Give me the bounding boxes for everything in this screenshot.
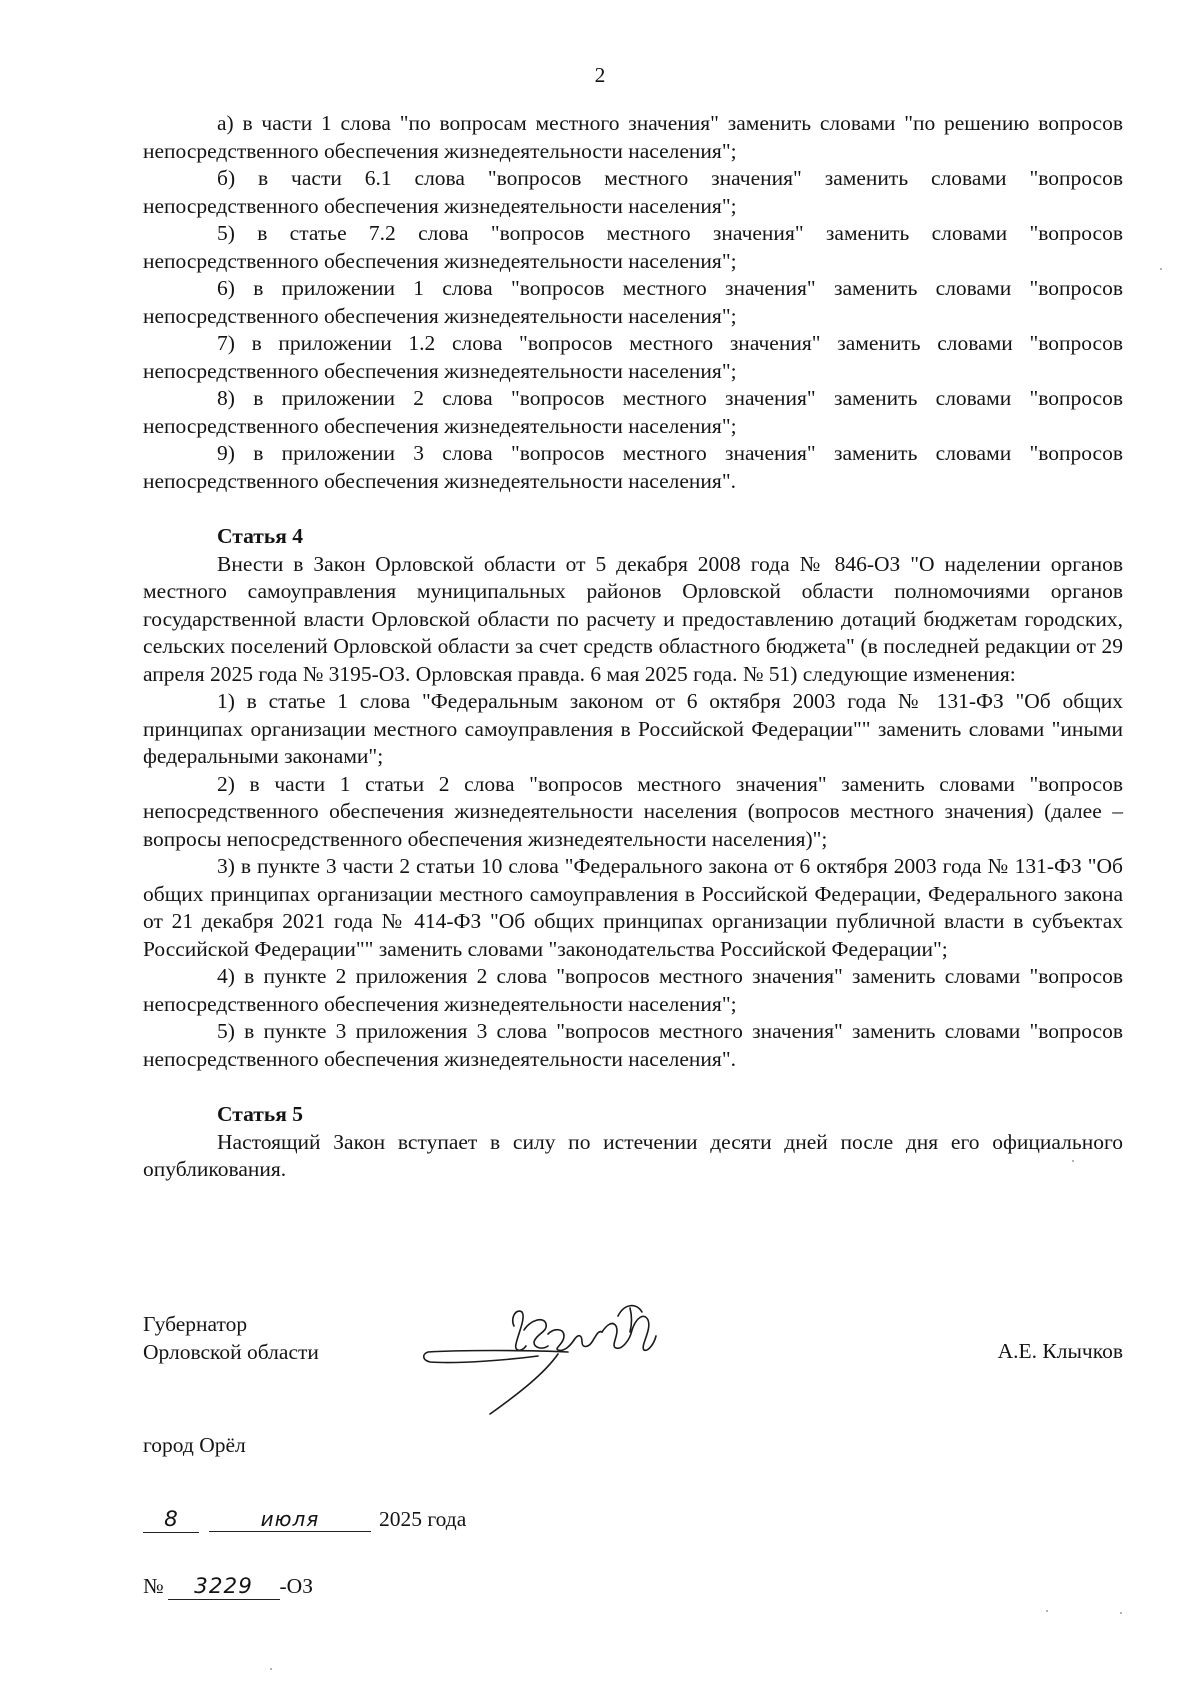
signatory-title-line: Орловской области (143, 1340, 319, 1364)
amendment-item: 5) в статье 7.2 слова "вопросов местного значения" заменить словами "вопросов непосредственного обеспечения жизнедеятельности населения"; (143, 221, 1123, 273)
number-suffix: -ОЗ (279, 1574, 313, 1598)
amendment-item: 6) в приложении 1 слова "вопросов местного значения" заменить словами "вопросов непосредственного обеспечения жизнедеятельности населения"; (143, 276, 1123, 328)
page-number: 2 (594, 63, 606, 87)
law-number (143, 1573, 313, 1601)
article-4-item: 2) в части 1 статьи 2 слова "вопросов местного значения" заменить словами "вопросов непосредственного обеспечения жизнедеятельности населения (вопросов местного значения) (далее – вопросы непосредственного обеспечения жизнедеятельности населения)"; (143, 771, 1123, 851)
article-5-heading: Статья 5 (217, 1102, 303, 1126)
place-of-signing: город Орёл (143, 1433, 246, 1457)
article-4-item: 5) в пункте 3 приложения 3 слова "вопросов местного значения" заменить словами "вопросов непосредственного обеспечения жизнедеятельности населения". (143, 1019, 1123, 1071)
article-4-intro: Внести в Закон Орловской области от 5 декабря 2008 года № 846-ОЗ "О наделении органов местного самоуправления муниципальных районов Орловской области полномочиями органов государственной власти Орловской области по расчету и предоставлению дотаций бюджетам городских, сельских поселений Орловской области за счет средств областного бюджета" (в последней редакции от 29 апреля 2025 года № 3195-ОЗ. Орловская правда. 6 мая 2025 года. № 51) следующие изменения: (143, 551, 1123, 686)
date-day: 8 (143, 1508, 199, 1533)
handwritten-signature (418, 1290, 678, 1420)
article-4-heading: Статья 4 (217, 524, 303, 548)
scan-speck (1046, 1610, 1048, 1612)
amendment-item: 7) в приложении 1.2 слова "вопросов местного значения" заменить словами "вопросов непосредственного обеспечения жизнедеятельности населения"; (143, 331, 1123, 383)
article-5-text: Настоящий Закон вступает в силу по истечении десяти дней после дня его официального опубликования. (143, 1129, 1123, 1181)
article-4-item: 3) в пункте 3 части 2 статьи 10 слова "Федерального закона от 6 октября 2003 года № 131-ФЗ "Об общих принципах организации местного самоуправления в Российской Федерации, Федерального закона от 21 декабря 2021 года № 414-ФЗ "Об общих принципах организации публичной власти в субъектах Российской Федерации"" заменить словами "законодательства Российской Федерации"; (143, 854, 1123, 961)
scan-speck (1072, 1160, 1074, 1162)
amendment-item: 8) в приложении 2 слова "вопросов местного значения" заменить словами "вопросов непосредственного обеспечения жизнедеятельности населения"; (143, 386, 1123, 438)
signatory-name: А.Е. Клычков (997, 1339, 1123, 1363)
document-body (143, 110, 1123, 1184)
signing-date (143, 1506, 466, 1534)
date-month: июля (209, 1507, 371, 1532)
article-4-item: 4) в пункте 2 приложения 2 слова "вопросов местного значения" заменить словами "вопросов непосредственного обеспечения жизнедеятельности населения"; (143, 964, 1123, 1016)
number-prefix: № (143, 1574, 164, 1598)
date-year: 2025 года (379, 1507, 467, 1531)
scan-speck (1120, 1612, 1122, 1614)
signatory-title (143, 1310, 319, 1366)
amendment-item: б) в части 6.1 слова "вопросов местного значения" заменить словами "вопросов непосредственного обеспечения жизнедеятельности населения"; (143, 166, 1123, 218)
article-4-item: 1) в статье 1 слова "Федеральным законом от 6 октября 2003 года № 131-ФЗ "Об общих принципах организации местного самоуправления в Российской Федерации"" заменить словами "иными федеральными законами"; (143, 689, 1123, 768)
number-value: 3229 (168, 1575, 280, 1600)
scan-speck (1160, 268, 1162, 270)
scan-speck (270, 1668, 272, 1670)
signatory-title-line: Губернатор (143, 1312, 248, 1336)
signature-block (143, 1310, 1123, 1410)
amendment-item: 9) в приложении 3 слова "вопросов местного значения" заменить словами "вопросов непосредственного обеспечения жизнедеятельности населения". (143, 441, 1123, 493)
amendment-item: а) в части 1 слова "по вопросам местного значения" заменить словами "по решению вопросов непосредственного обеспечения жизнедеятельности населения"; (143, 111, 1123, 163)
